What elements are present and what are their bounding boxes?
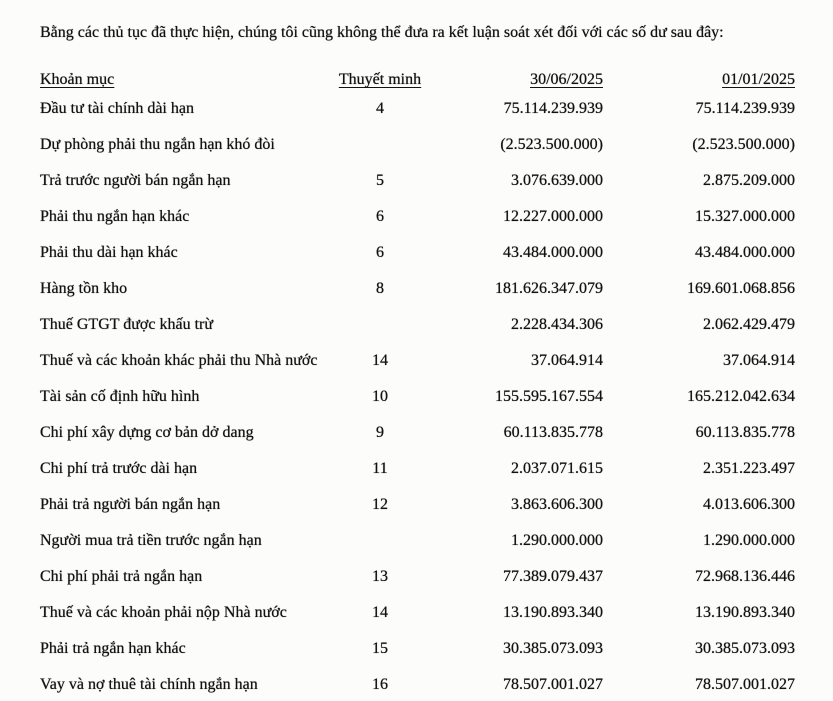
item-label-cell: Chi phí phải trả ngắn hạn	[40, 568, 203, 585]
value-cell-period-2: 78.507.001.027	[695, 676, 795, 693]
value-cell-period-2: 30.385.073.093	[695, 640, 795, 657]
item-label-cell: Chi phí xây dựng cơ bản dở dang	[40, 424, 254, 441]
value-cell-period-1: 77.389.079.437	[503, 568, 603, 585]
col-header-item: Khoản mục	[40, 71, 115, 88]
table-row	[40, 557, 795, 593]
col-header-note: Thuyết minh	[338, 71, 422, 88]
value-cell-period-2: 1.290.000.000	[703, 532, 795, 549]
table-row	[40, 197, 795, 233]
table-body	[40, 89, 795, 701]
value-cell-period-1: (2.523.500.000)	[500, 136, 603, 153]
note-number-cell	[335, 521, 425, 557]
item-label-cell: Thuế GTGT được khấu trừ	[40, 316, 214, 333]
note-number-cell: 6	[376, 244, 384, 261]
note-number-cell: 4	[376, 100, 384, 117]
value-cell-period-1: 37.064.914	[531, 352, 603, 369]
item-label-cell: Người mua trả tiền trước ngắn hạn	[40, 532, 262, 549]
table-row	[40, 341, 795, 377]
value-cell-period-2: (2.523.500.000)	[692, 136, 795, 153]
note-number-cell	[335, 305, 425, 341]
note-number-cell: 16	[372, 676, 388, 693]
item-label-cell: Phải trả người bán ngắn hạn	[40, 496, 221, 513]
item-label-cell: Trả trước người bán ngắn hạn	[40, 172, 231, 189]
table-row	[40, 161, 795, 197]
value-cell-period-2: 75.114.239.939	[695, 100, 795, 117]
note-number-cell: 5	[376, 172, 384, 189]
value-cell-period-2: 60.113.835.778	[695, 424, 795, 441]
value-cell-period-1: 60.113.835.778	[503, 424, 603, 441]
table-row	[40, 89, 795, 125]
table-row	[40, 485, 795, 521]
item-label-cell: Vay và nợ thuê tài chính ngắn hạn	[40, 676, 258, 693]
item-label-cell: Tài sản cố định hữu hình	[40, 388, 200, 405]
table-row	[40, 521, 795, 557]
table-row	[40, 269, 795, 305]
table-row	[40, 665, 795, 701]
table-header-row	[40, 61, 795, 89]
balances-table	[40, 61, 795, 701]
table-row	[40, 629, 795, 665]
value-cell-period-1: 78.507.001.027	[503, 676, 603, 693]
table-row	[40, 233, 795, 269]
note-number-cell: 9	[376, 424, 384, 441]
table-row	[40, 377, 795, 413]
table-row	[40, 125, 795, 161]
value-cell-period-2: 43.484.000.000	[695, 244, 795, 261]
note-number-cell: 15	[372, 640, 388, 657]
note-number-cell: 6	[376, 208, 384, 225]
note-number-cell: 11	[372, 460, 388, 477]
table-row	[40, 413, 795, 449]
value-cell-period-2: 72.968.136.446	[695, 568, 795, 585]
value-cell-period-1: 75.114.239.939	[503, 100, 603, 117]
item-label-cell: Thuế và các khoản khác phải thu Nhà nước	[40, 352, 318, 369]
value-cell-period-1: 155.595.167.554	[495, 388, 603, 405]
value-cell-period-2: 2.062.429.479	[703, 316, 795, 333]
note-number-cell: 12	[372, 496, 388, 513]
col-header-period-2: 01/01/2025	[722, 71, 795, 88]
table-row	[40, 305, 795, 341]
item-label-cell: Hàng tồn kho	[40, 280, 128, 297]
value-cell-period-2: 169.601.068.856	[687, 280, 795, 297]
item-label-cell: Phải thu ngắn hạn khác	[40, 208, 190, 225]
item-label-cell: Phải trả ngắn hạn khác	[40, 640, 186, 657]
table-row	[40, 593, 795, 629]
value-cell-period-2: 2.875.209.000	[703, 172, 795, 189]
value-cell-period-1: 13.190.893.340	[503, 604, 603, 621]
intro-text: Bằng các thủ tục đã thực hiện, chúng tôi cũng không thể đưa ra kết luận soát xét đối với các số dư sau đây:	[40, 24, 724, 41]
note-number-cell	[335, 125, 425, 161]
value-cell-period-2: 15.327.000.000	[695, 208, 795, 225]
note-number-cell: 13	[372, 568, 388, 585]
note-number-cell: 14	[372, 352, 388, 369]
table-row	[40, 449, 795, 485]
item-label-cell: Dự phòng phải thu ngắn hạn khó đòi	[40, 136, 275, 153]
col-header-period-1: 30/06/2025	[530, 71, 603, 88]
value-cell-period-1: 3.076.639.000	[511, 172, 603, 189]
value-cell-period-2: 37.064.914	[723, 352, 795, 369]
value-cell-period-2: 13.190.893.340	[695, 604, 795, 621]
item-label-cell: Chi phí trả trước dài hạn	[40, 460, 198, 477]
value-cell-period-2: 4.013.606.300	[703, 496, 795, 513]
note-number-cell: 8	[376, 280, 384, 297]
item-label-cell: Đầu tư tài chính dài hạn	[40, 100, 194, 117]
value-cell-period-1: 1.290.000.000	[511, 532, 603, 549]
item-label-cell: Phải thu dài hạn khác	[40, 244, 178, 261]
value-cell-period-1: 2.228.434.306	[511, 316, 603, 333]
value-cell-period-1: 30.385.073.093	[503, 640, 603, 657]
value-cell-period-1: 43.484.000.000	[503, 244, 603, 261]
note-number-cell: 14	[372, 604, 388, 621]
item-label-cell: Thuế và các khoản phải nộp Nhà nước	[40, 604, 287, 621]
value-cell-period-1: 2.037.071.615	[511, 460, 603, 477]
value-cell-period-1: 181.626.347.079	[495, 280, 603, 297]
value-cell-period-2: 2.351.223.497	[703, 460, 795, 477]
value-cell-period-1: 3.863.606.300	[511, 496, 603, 513]
note-number-cell: 10	[372, 388, 388, 405]
value-cell-period-2: 165.212.042.634	[687, 388, 795, 405]
value-cell-period-1: 12.227.000.000	[503, 208, 603, 225]
